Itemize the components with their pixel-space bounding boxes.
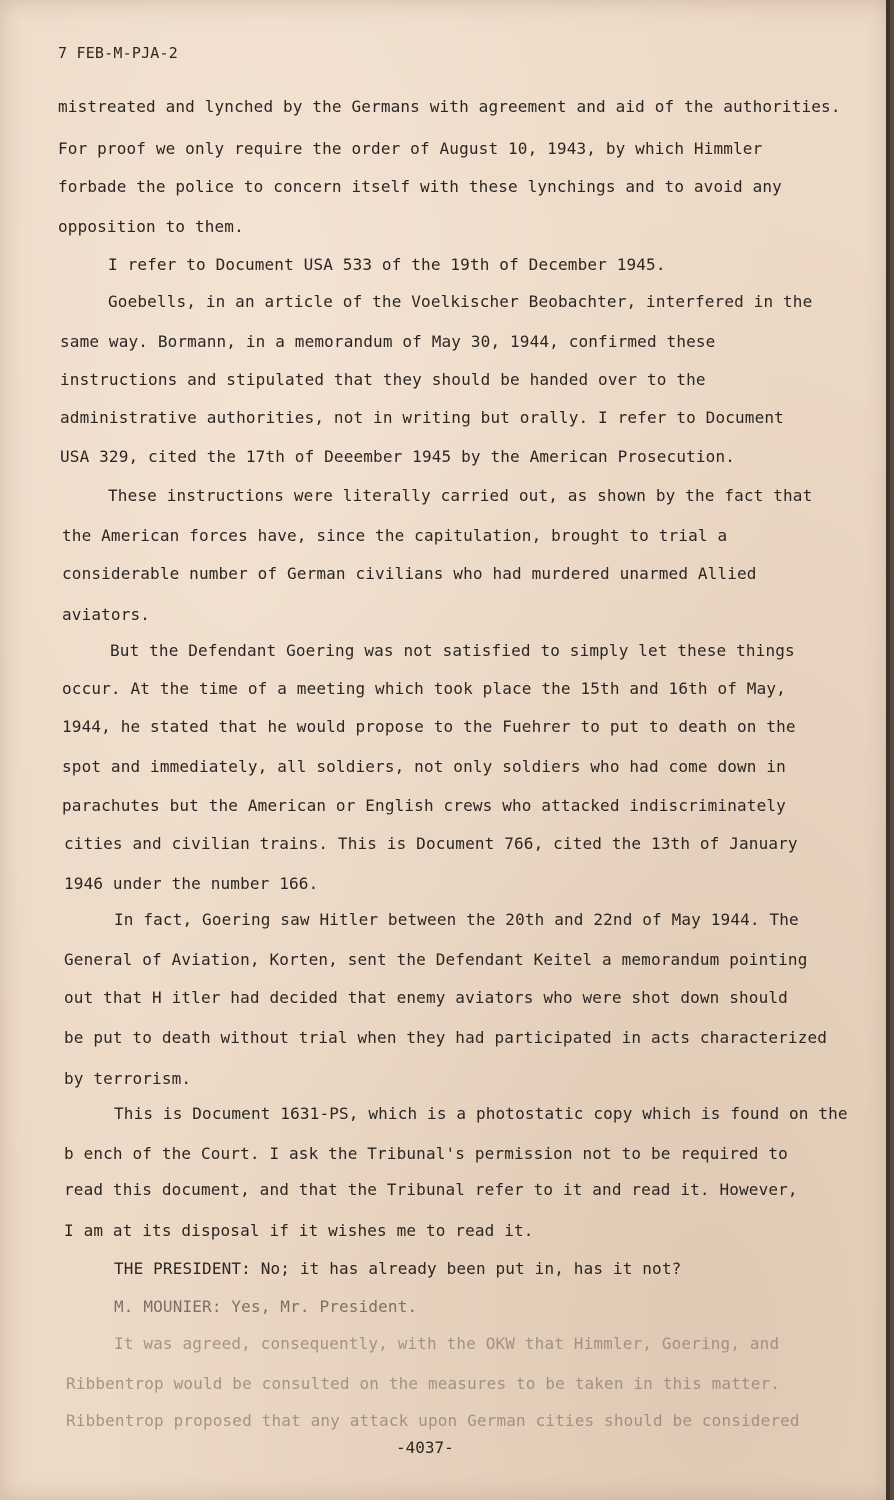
- text-line: forbade the police to concern itself with these lynchings and to avoid any: [58, 177, 782, 196]
- text-line: For proof we only require the order of August 10, 1943, by which Himmler: [58, 139, 763, 158]
- text-line: mistreated and lynched by the Germans with agreement and aid of the authorities.: [58, 97, 841, 116]
- text-line: opposition to them.: [58, 217, 244, 236]
- text-line: This is Document 1631-PS, which is a photostatic copy which is found on the: [114, 1104, 848, 1123]
- text-line: It was agreed, consequently, with the OKW that Himmler, Goering, and: [114, 1334, 780, 1353]
- speaker-line-president: THE PRESIDENT: No; it has already been put in, has it not?: [114, 1259, 682, 1278]
- text-line: 1946 under the number 166.: [64, 874, 319, 893]
- text-line: Ribbentrop proposed that any attack upon German cities should be considered: [66, 1411, 800, 1430]
- text-line: Ribbentrop would be consulted on the measures to be taken in this matter.: [66, 1374, 781, 1393]
- text-line: In fact, Goering saw Hitler between the 20th and 22nd of May 1944. The: [114, 910, 799, 929]
- speaker-line-mounier: M. MOUNIER: Yes, Mr. President.: [114, 1297, 418, 1316]
- text-line: I refer to Document USA 533 of the 19th of December 1945.: [108, 255, 666, 274]
- text-line: But the Defendant Goering was not satisfied to simply let these things: [110, 641, 795, 660]
- text-line: b ench of the Court. I ask the Tribunal's permission not to be required to: [64, 1144, 788, 1163]
- text-line: read this document, and that the Tribunal refer to it and read it. However,: [64, 1180, 798, 1199]
- text-line: I am at its disposal if it wishes me to read it.: [64, 1221, 534, 1240]
- text-line: same way. Bormann, in a memorandum of May 30, 1944, confirmed these: [60, 332, 716, 351]
- text-line: out that H itler had decided that enemy aviators who were shot down should: [64, 988, 788, 1007]
- text-line: 1944, he stated that he would propose to the Fuehrer to put to death on the: [62, 717, 796, 736]
- text-line: the American forces have, since the capitulation, brought to trial a: [62, 526, 728, 545]
- text-line: USA 329, cited the 17th of Deeember 1945 by the American Prosecution.: [60, 447, 736, 466]
- text-line: aviators.: [62, 605, 151, 624]
- text-line: administrative authorities, not in writing but orally. I refer to Document: [60, 408, 784, 427]
- text-line: cities and civilian trains. This is Document 766, cited the 13th of January: [64, 834, 798, 853]
- text-line: Goebells, in an article of the Voelkischer Beobachter, interfered in the: [108, 292, 813, 311]
- page-edge: [886, 0, 890, 1500]
- document-header: 7 FEB-M-PJA-2: [58, 44, 178, 62]
- text-line: General of Aviation, Korten, sent the Defendant Keitel a memorandum pointing: [64, 950, 808, 969]
- text-line: be put to death without trial when they had participated in acts characterized: [64, 1028, 828, 1047]
- text-line: These instructions were literally carried out, as shown by the fact that: [108, 486, 813, 505]
- text-line: spot and immediately, all soldiers, not only soldiers who had come down in: [62, 757, 786, 776]
- text-line: instructions and stipulated that they should be handed over to the: [60, 370, 706, 389]
- text-line: occur. At the time of a meeting which took place the 15th and 16th of May,: [62, 679, 786, 698]
- text-line: by terrorism.: [64, 1069, 192, 1088]
- text-line: considerable number of German civilians who had murdered unarmed Allied: [62, 564, 757, 583]
- page-number: -4037-: [396, 1438, 454, 1457]
- text-line: parachutes but the American or English crews who attacked indiscriminately: [62, 796, 786, 815]
